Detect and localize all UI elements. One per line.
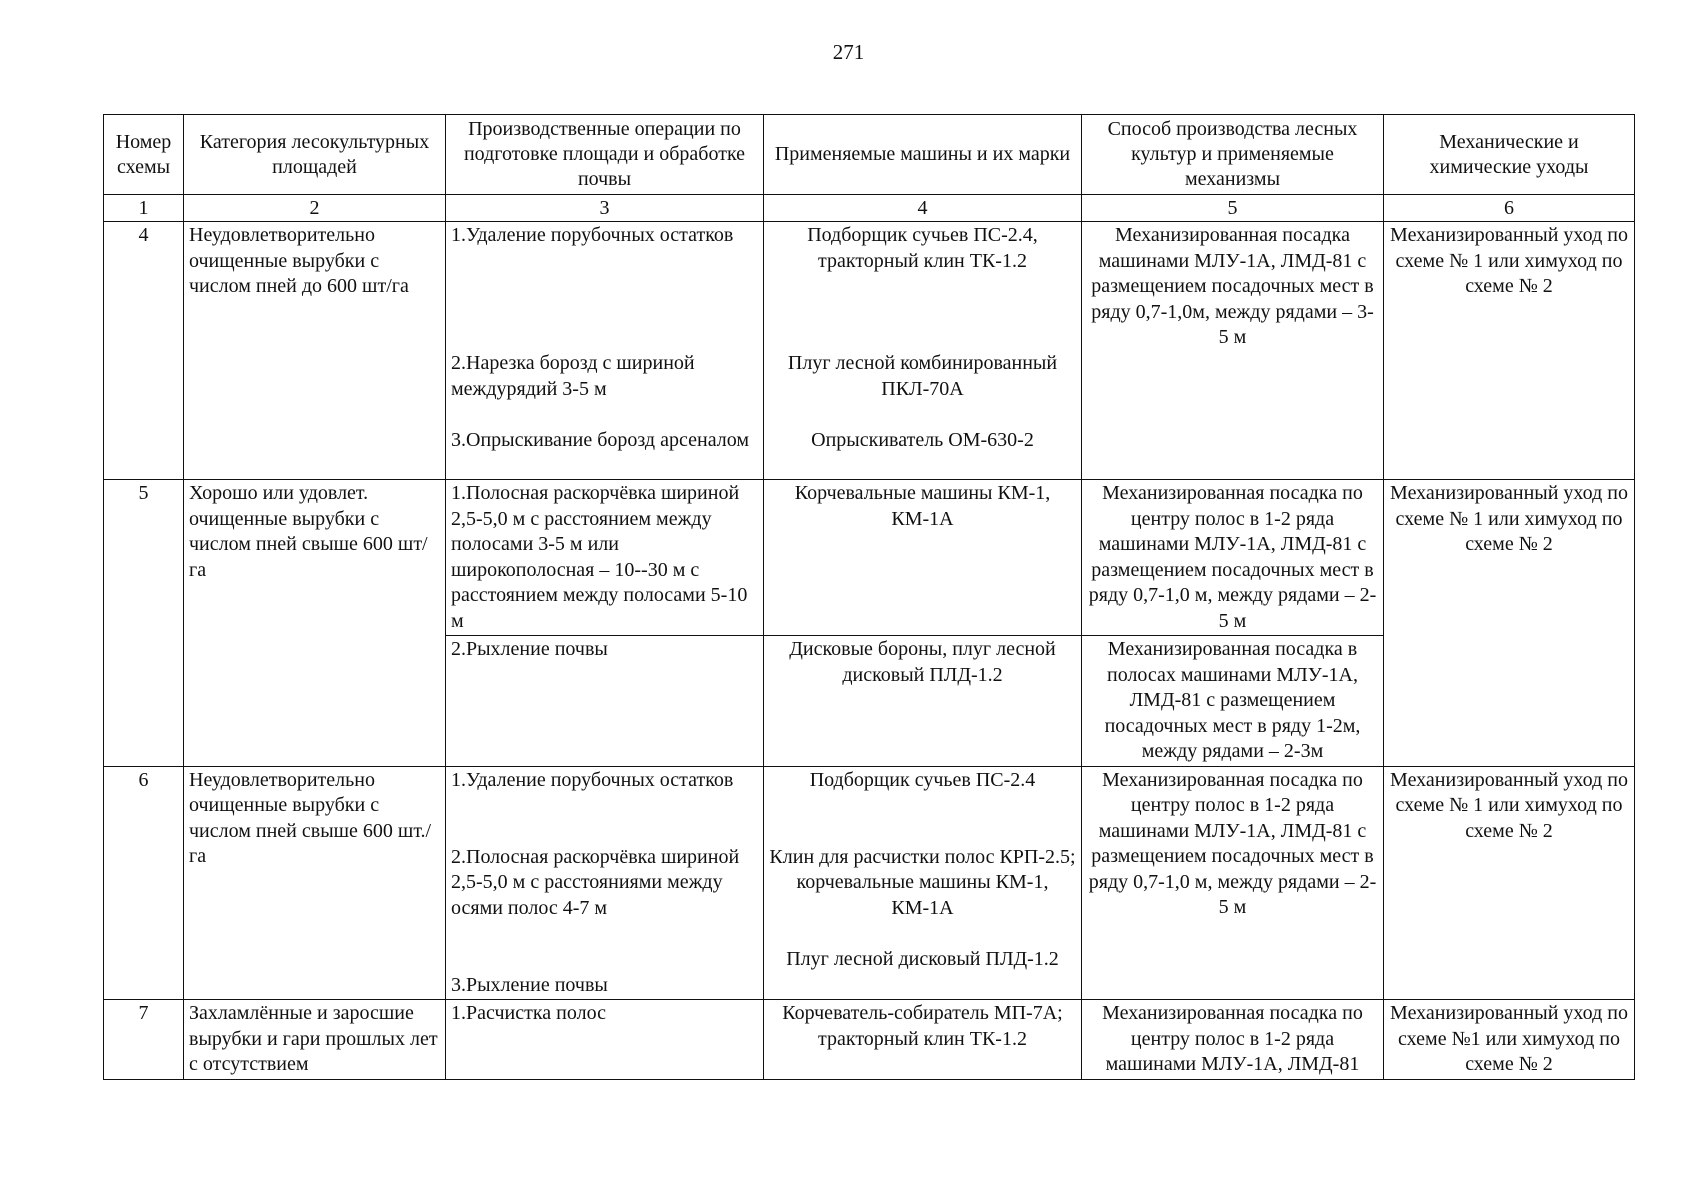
column-number: 1	[104, 195, 184, 222]
machine-item: Плуг лесной дисковый ПЛД-1.2	[786, 947, 1059, 970]
care-method: Механизированный уход по схеме № 1 или химуход по схеме № 2	[1384, 480, 1635, 767]
planting-method: Механизированная посадка по центру полос в 1-2 ряда машинами МЛУ-1А, ЛМД-81 с размещением посадочных мест в ряду 0,7-1,0 м, между рядами – 2-5 м	[1082, 766, 1384, 1000]
table-row	[104, 1000, 1635, 1080]
operations-cell	[446, 766, 764, 1000]
header-area-category: Категория лесокультурных площадей	[184, 115, 446, 195]
machine-item: Опрыскиватель ОМ-630-2	[811, 429, 1034, 451]
column-number: 5	[1082, 195, 1384, 222]
care-method: Механизированный уход по схеме № 1 или химуход по схеме № 2	[1384, 222, 1635, 480]
operation-item: 1.Удаление порубочных остатков	[451, 768, 734, 791]
area-category: Захламлённые и заросшие вырубки и гари прошлых лет с отсутствием	[184, 1000, 446, 1080]
operation-item: 1.Расчистка полос	[446, 1000, 764, 1080]
scheme-number: 4	[104, 222, 184, 480]
table-header-row	[104, 115, 1635, 195]
operations-cell	[446, 222, 764, 480]
column-number-row	[104, 195, 1635, 222]
operation-item: 3.Рыхление почвы	[451, 973, 608, 996]
area-category: Хорошо или удовлет. очищенные вырубки с числом пней свыше 600 шт/га	[184, 480, 446, 767]
page-number: 271	[832, 40, 865, 64]
scheme-number: 5	[104, 480, 184, 767]
planting-method: Механизированная посадка в полосах машинами МЛУ-1А, ЛМД-81 с размещением посадочных мест в ряду 1-2м, между рядами – 2-3м	[1082, 636, 1384, 767]
machine-item: Дисковые бороны, плуг лесной дисковый ПЛД-1.2	[764, 636, 1082, 767]
column-number: 6	[1384, 195, 1635, 222]
machine-item: Подборщик сучьев ПС-2.4	[809, 768, 1036, 791]
care-method: Механизированный уход по схеме №1 или химуход по схеме № 2	[1384, 1000, 1635, 1080]
machine-item: Плуг лесной комбинированный ПКЛ-70А	[787, 352, 1058, 400]
column-number: 4	[764, 195, 1082, 222]
header-care: Механические и химические уходы	[1384, 115, 1635, 195]
header-scheme-number: Номер схемы	[104, 115, 184, 195]
machine-item: Подборщик сучьев ПС-2.4, тракторный клин ТК-1.2	[807, 224, 1038, 272]
operation-item: 2.Нарезка борозд с шириной междурядий 3-5 м	[451, 352, 695, 400]
area-category: Неудовлетворительно очищенные вырубки с числом пней до 600 шт/га	[184, 222, 446, 480]
operation-item: 1.Удаление порубочных остатков	[451, 224, 734, 246]
planting-method: Механизированная посадка машинами МЛУ-1А, ЛМД-81 с размещением посадочных мест в ряду 0,7-1,0м, между рядами – 3-5 м	[1082, 222, 1384, 480]
operation-item: 3.Опрыскивание борозд арсеналом	[451, 429, 749, 451]
scheme-number: 7	[104, 1000, 184, 1080]
forestry-schemes-table	[103, 114, 1635, 1080]
header-operations: Производственные операции по подготовке площади и обработке почвы	[446, 115, 764, 195]
column-number: 3	[446, 195, 764, 222]
machine-item: Корчеватель-собиратель МП-7А; тракторный клин ТК-1.2	[764, 1000, 1082, 1080]
machine-item: Клин для расчистки полос КРП-2.5; корчевальные машины КМ-1, КМ-1А	[769, 845, 1076, 919]
machines-cell	[764, 222, 1082, 480]
table-row	[104, 766, 1635, 1000]
header-method: Способ производства лесных культур и применяемые механизмы	[1082, 115, 1384, 195]
scheme-number: 6	[104, 766, 184, 1000]
machine-item: Корчевальные машины КМ-1, КМ-1А	[764, 480, 1082, 636]
planting-method: Механизированная посадка по центру полос в 1-2 ряда машинами МЛУ-1А, ЛМД-81 с размещением посадочных мест в ряду 0,7-1,0 м, между рядами – 2-5 м	[1082, 480, 1384, 636]
operation-item: 2.Рыхление почвы	[446, 636, 764, 767]
operation-item: 2.Полосная раскорчёвка шириной 2,5-5,0 м с расстояниями между осями полос 4-7 м	[451, 845, 740, 919]
area-category: Неудовлетворительно очищенные вырубки с числом пней свыше 600 шт./га	[184, 766, 446, 1000]
table-row	[104, 480, 1635, 636]
planting-method: Механизированная посадка по центру полос в 1-2 ряда машинами МЛУ-1А, ЛМД-81	[1082, 1000, 1384, 1080]
machines-cell	[764, 766, 1082, 1000]
operation-item: 1.Полосная раскорчёвка шириной 2,5-5,0 м с расстоянием между полосами 3-5 м или широкополосная – 10--30 м с расстоянием между полосами 5-10 м	[446, 480, 764, 636]
column-number: 2	[184, 195, 446, 222]
header-machines: Применяемые машины и их марки	[764, 115, 1082, 195]
table-row	[104, 222, 1635, 480]
care-method: Механизированный уход по схеме № 1 или химуход по схеме № 2	[1384, 766, 1635, 1000]
